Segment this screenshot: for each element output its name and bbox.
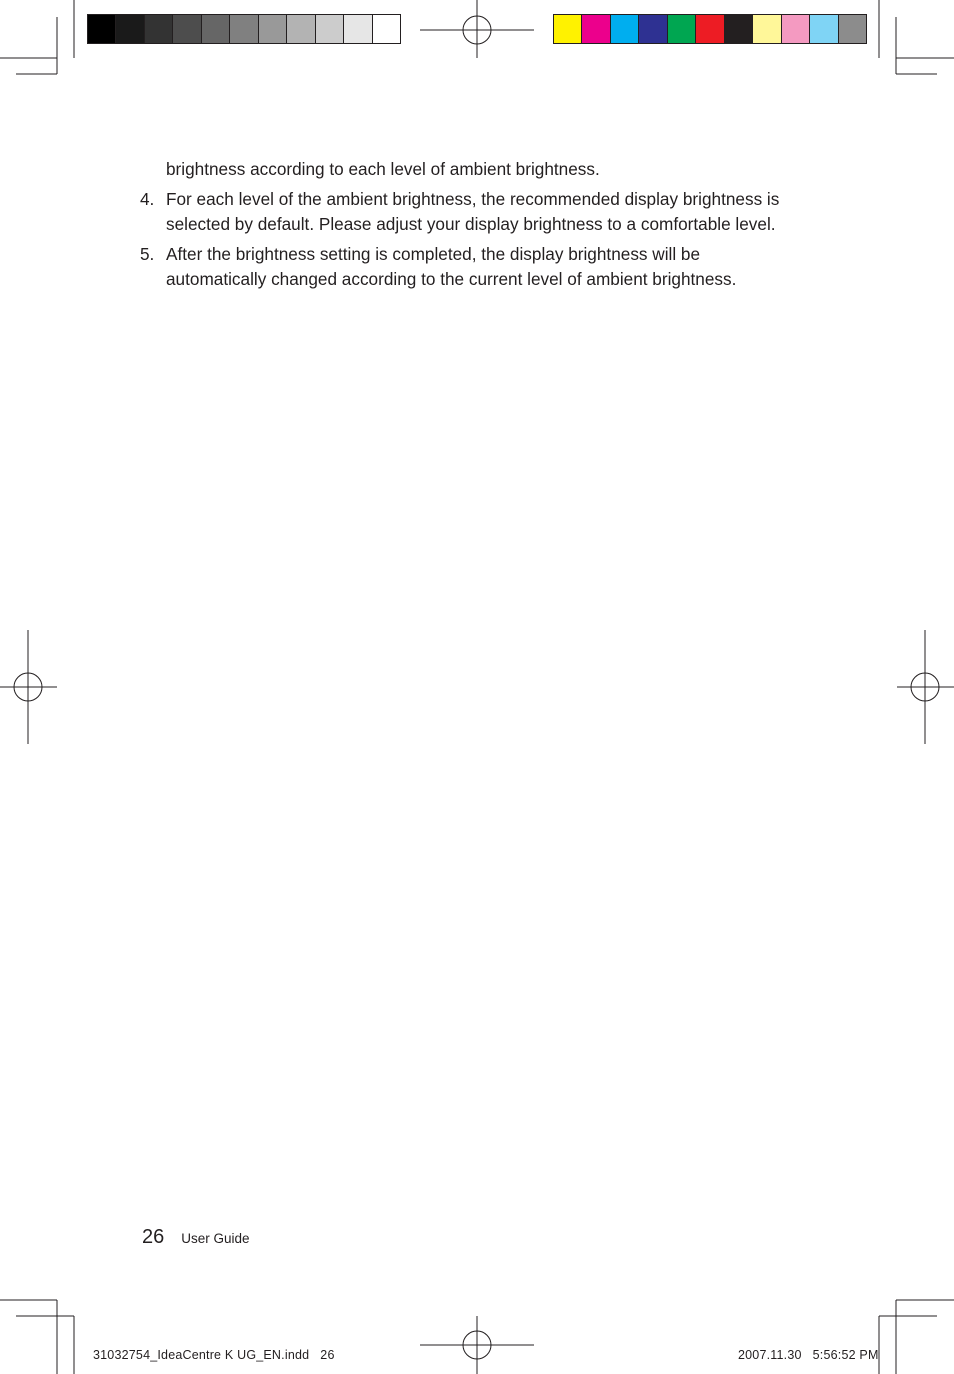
gray-swatch [88, 15, 116, 43]
gray-swatch [259, 15, 287, 43]
list-item-5 [140, 242, 800, 292]
color-swatch [696, 15, 724, 43]
list-number: 5. [140, 244, 155, 264]
gray-swatch [145, 15, 173, 43]
continued-paragraph: brightness according to each level of ambient brightness. [166, 159, 600, 179]
gray-swatch [230, 15, 258, 43]
grayscale-calibration-bar [87, 14, 401, 44]
gray-swatch [287, 15, 315, 43]
list-text: After the brightness setting is completed, the display brightness will be automatically changed according to the current level of ambient brightness. [166, 244, 737, 289]
registration-mark-bottom [420, 1316, 534, 1374]
page-number: 26 [142, 1226, 165, 1248]
gray-swatch [316, 15, 344, 43]
slug-file-info: 31032754_IdeaCentre K UG_EN.indd 26 [93, 1348, 335, 1362]
list-number: 4. [140, 189, 155, 209]
registration-mark-top [420, 0, 534, 58]
crop-mark-top-left [0, 0, 74, 74]
list-item-4 [140, 187, 800, 237]
gray-swatch [202, 15, 230, 43]
color-swatch [554, 15, 582, 43]
page-footer [142, 1226, 250, 1249]
list-text: For each level of the ambient brightness, the recommended display brightness is selected by default. Please adjust your display brightness to a comfortable level. [166, 189, 780, 234]
color-swatch [782, 15, 810, 43]
crop-mark-bottom-right [879, 1300, 954, 1374]
registration-mark-right [897, 630, 954, 744]
color-swatch [725, 15, 753, 43]
slug-timestamp: 2007.11.30 5:56:52 PM [738, 1348, 879, 1362]
running-title: User Guide [181, 1231, 250, 1246]
color-swatch [810, 15, 838, 43]
gray-swatch [344, 15, 372, 43]
body-text [140, 157, 800, 297]
gray-swatch [173, 15, 201, 43]
gray-swatch [373, 15, 400, 43]
crop-mark-top-right [879, 0, 954, 74]
color-swatch [668, 15, 696, 43]
color-swatch [611, 15, 639, 43]
gray-swatch [116, 15, 144, 43]
color-swatch [639, 15, 667, 43]
crop-mark-bottom-left [0, 1300, 74, 1374]
color-swatch [582, 15, 610, 43]
registration-mark-left [0, 630, 57, 744]
color-swatch [839, 15, 866, 43]
color-calibration-bar [553, 14, 867, 44]
color-swatch [753, 15, 781, 43]
